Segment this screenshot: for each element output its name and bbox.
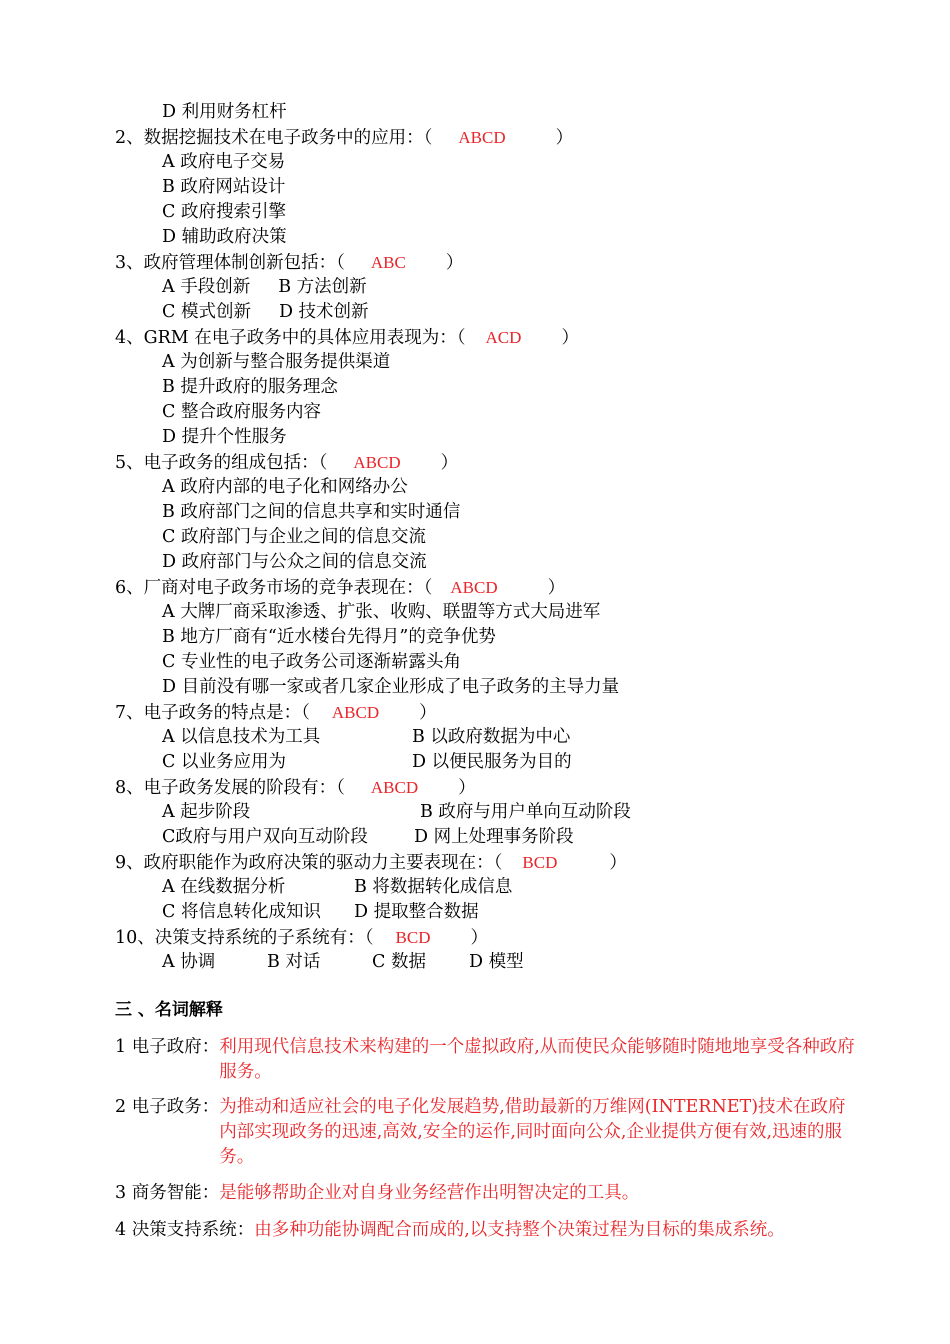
answer: ABCD xyxy=(450,578,498,597)
question-9 xyxy=(115,850,627,875)
option: C 数据 xyxy=(372,952,426,972)
definition-term: 3 商务智能： xyxy=(115,1183,220,1203)
definition-4 xyxy=(115,1218,855,1243)
option: B 政府与用户单向互动阶段 xyxy=(420,802,631,822)
option-row xyxy=(162,300,369,325)
option-row xyxy=(162,750,572,775)
answer: ABCD xyxy=(353,453,401,472)
definition-3 xyxy=(115,1181,855,1206)
option: B 地方厂商有“近水楼台先得月”的竞争优势 xyxy=(162,627,496,647)
option: D 以便民服务为目的 xyxy=(412,752,572,772)
answer: ABC xyxy=(370,253,406,272)
question-stem: 8、电子政务发展的阶段有：（ xyxy=(115,778,345,798)
question-stem: 2、数据挖掘技术在电子政务中的应用：（ xyxy=(115,128,433,148)
question-close: ） xyxy=(440,453,459,473)
option: D 政府部门与公众之间的信息交流 xyxy=(162,552,427,572)
question-stem: 5、电子政务的组成包括：（ xyxy=(115,453,328,473)
question-close: ） xyxy=(547,578,566,598)
question-close: ） xyxy=(458,778,476,798)
question-close: ） xyxy=(445,253,464,273)
question-2 xyxy=(115,125,573,150)
question-stem: 6、厂商对电子政务市场的竞争表现在：（ xyxy=(115,578,433,598)
option: C 政府搜索引擎 xyxy=(162,202,286,222)
option: C 模式创新 xyxy=(162,302,251,322)
option: B 对话 xyxy=(267,952,321,972)
definition-text: 为推动和适应社会的电子化发展趋势,借助最新的万维网(INTERNET)技术在政府内部实现政务的迅速,高效,安全的运作,同时面向公众,企业提供方便有效,迅速的服务。 xyxy=(219,1097,846,1167)
option: D 目前没有哪一家或者几家企业形成了电子政务的主导力量 xyxy=(162,677,620,697)
option-row xyxy=(162,825,574,850)
answer: ABCD xyxy=(458,128,506,147)
option: B 将数据转化成信息 xyxy=(354,877,513,897)
question-5 xyxy=(115,450,458,475)
option: B 政府网站设计 xyxy=(162,177,286,197)
option: C 政府部门与企业之间的信息交流 xyxy=(162,527,426,547)
definition-2 xyxy=(115,1095,855,1170)
option: D 提取整合数据 xyxy=(354,902,479,922)
question-6 xyxy=(115,575,565,600)
option: D 网上处理事务阶段 xyxy=(414,827,574,847)
question-stem: 9、政府职能作为政府决策的驱动力主要表现在：（ xyxy=(115,853,503,873)
option: A 起步阶段 xyxy=(162,802,251,822)
question-close: ） xyxy=(555,128,574,148)
answer: ABCD xyxy=(331,703,380,722)
option: D 辅助政府决策 xyxy=(162,227,287,247)
answer: BCD xyxy=(395,928,431,947)
option: D 模型 xyxy=(469,952,524,972)
question-stem: 4、GRM 在电子政务中的具体应用表现为：（ xyxy=(115,328,466,348)
question-close: ） xyxy=(609,853,627,873)
question-4 xyxy=(115,325,579,350)
option-row xyxy=(162,950,524,975)
option: D 提升个性服务 xyxy=(162,427,287,447)
question-stem: 7、电子政务的特点是：（ xyxy=(115,703,310,723)
option: B 提升政府的服务理念 xyxy=(162,377,338,397)
option-row xyxy=(162,725,570,750)
option: B 方法创新 xyxy=(278,277,367,297)
definition-term: 2 电子政务： xyxy=(115,1097,220,1117)
question-close: ） xyxy=(561,328,579,348)
option: B 以政府数据为中心 xyxy=(412,727,571,747)
definition-1 xyxy=(115,1035,855,1085)
option: C 专业性的电子政务公司逐渐崭露头角 xyxy=(162,652,461,672)
option-row xyxy=(162,275,367,300)
question-7 xyxy=(115,700,437,725)
option: A 以信息技术为工具 xyxy=(162,727,321,747)
option: D 技术创新 xyxy=(278,302,369,322)
q1-option-d: D 利用财务杠杆 xyxy=(162,102,287,122)
definition-text: 利用现代信息技术来构建的一个虚拟政府,从而使民众能够随时随地地享受各种政府服务。 xyxy=(219,1037,855,1082)
definition-text: 由多种功能协调配合而成的,以支持整个决策过程为目标的集成系统。 xyxy=(254,1220,785,1240)
definition-text: 是能够帮助企业对自身业务经营作出明智决定的工具。 xyxy=(219,1183,640,1203)
answer: ABCD xyxy=(370,778,419,797)
option: A 为创新与整合服务提供渠道 xyxy=(162,352,391,372)
question-10 xyxy=(115,925,488,950)
question-8 xyxy=(115,775,476,800)
option: A 政府内部的电子化和网络办公 xyxy=(162,477,408,497)
question-close: ） xyxy=(419,703,437,723)
definition-term: 1 电子政府： xyxy=(115,1037,220,1057)
option: A 在线数据分析 xyxy=(162,877,286,897)
option-row xyxy=(162,900,479,925)
option: C 以业务应用为 xyxy=(162,752,286,772)
option: B 政府部门之间的信息共享和实时通信 xyxy=(162,502,461,522)
option: A 大牌厂商采取渗透、扩张、收购、联盟等方式大局进军 xyxy=(162,602,601,622)
answer: BCD xyxy=(522,853,558,872)
option: A 协调 xyxy=(162,952,216,972)
question-stem: 3、政府管理体制创新包括：（ xyxy=(115,253,345,273)
answer: ACD xyxy=(485,328,522,347)
option: A 政府电子交易 xyxy=(162,152,286,172)
question-3 xyxy=(115,250,463,275)
option-row xyxy=(162,800,631,825)
option: C 将信息转化成知识 xyxy=(162,902,321,922)
option-row xyxy=(162,875,512,900)
option: A 手段创新 xyxy=(162,277,251,297)
option: C 整合政府服务内容 xyxy=(162,402,321,422)
question-stem: 10、决策支持系统的子系统有：（ xyxy=(115,928,374,948)
option: C政府与用户双向互动阶段 xyxy=(162,827,368,847)
definition-term: 4 决策支持系统： xyxy=(115,1220,255,1240)
section-title: 三 、名词解释 xyxy=(115,1000,223,1020)
question-close: ） xyxy=(470,928,488,948)
